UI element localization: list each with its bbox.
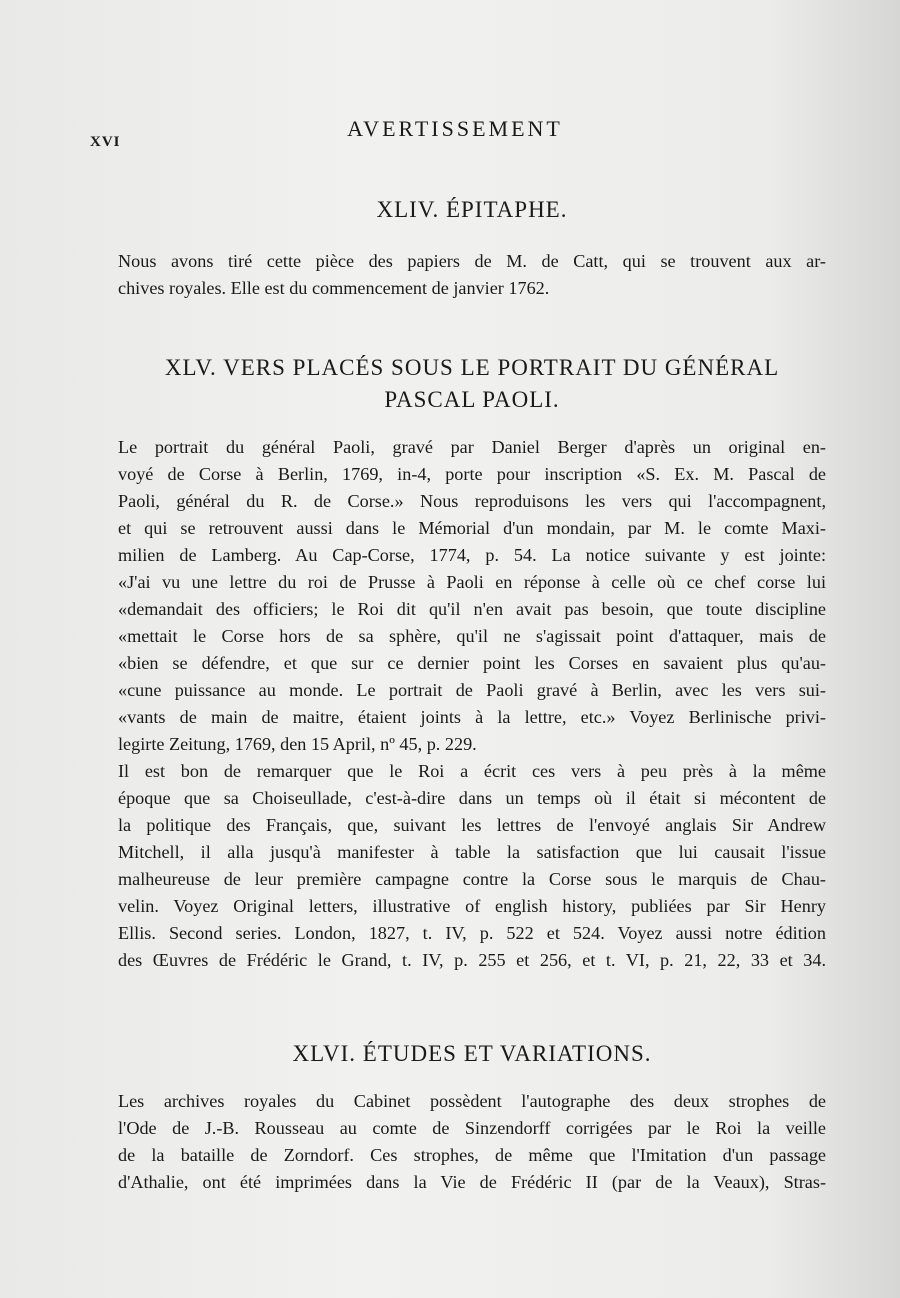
text-line: d'Athalie, ont été imprimées dans la Vie de Frédéric II (par de la Veaux), Stras- (118, 1172, 826, 1192)
section-xliv-text (118, 248, 826, 302)
text-line: Paoli, général du R. de Corse.» Nous reproduisons les vers qui l'accompagnent, (118, 491, 826, 511)
text-line: la politique des Français, que, suivant les lettres de l'envoyé anglais Sir Andrew (118, 815, 826, 835)
section-xlv (118, 352, 826, 416)
section-heading: XLIV. ÉPITAPHE. (376, 197, 568, 222)
section-xliv (118, 194, 826, 226)
text-line: legirte Zeitung, 1769, den 15 April, nº 45, p. 229. (118, 734, 477, 754)
text-line: Le portrait du général Paoli, gravé par Daniel Berger d'après un original en- (118, 437, 826, 457)
text-line: époque que sa Choiseullade, c'est-à-dire dans un temps où il était si mécontent de (118, 788, 826, 808)
paragraph (118, 248, 826, 302)
paragraph (118, 758, 826, 974)
section-xlvi (118, 1038, 826, 1070)
page-header (0, 116, 900, 150)
text-line: «cune puissance au monde. Le portrait de Paoli gravé à Berlin, avec les vers sui- (118, 680, 826, 700)
text-line: Nous avons tiré cette pièce des papiers de M. de Catt, qui se trouvent aux ar- (118, 251, 826, 271)
text-line: malheureuse de leur première campagne contre la Corse sous le marquis de Chau- (118, 869, 826, 889)
text-line: l'Ode de J.-B. Rousseau au comte de Sinzendorff corrigées par le Roi la veille (118, 1118, 826, 1138)
text-line: des Œuvres de Frédéric le Grand, t. IV, p. 255 et 256, et t. VI, p. 21, 22, 33 et 34. (118, 950, 826, 970)
text-line: Ellis. Second series. London, 1827, t. IV, p. 522 et 524. Voyez aussi notre édition (118, 923, 826, 943)
text-line: de la bataille de Zorndorf. Ces strophes, de même que l'Imitation d'un passage (118, 1145, 826, 1165)
section-heading-line-2: PASCAL PAOLI. (384, 387, 560, 412)
text-line: Il est bon de remarquer que le Roi a écrit ces vers à peu près à la même (118, 761, 826, 781)
paragraph (118, 434, 826, 758)
text-line: «demandait des officiers; le Roi dit qu'il n'en avait pas besoin, que toute discipline (118, 599, 826, 619)
text-line: «J'ai vu une lettre du roi de Prusse à Paoli en réponse à celle où ce chef corse lui (118, 572, 826, 592)
section-heading-line-1: XLV. VERS PLACÉS SOUS LE PORTRAIT DU GÉNÉRAL (164, 355, 780, 380)
text-line: Les archives royales du Cabinet possèdent l'autographe des deux strophes de (118, 1091, 826, 1111)
text-line: «bien se défendre, et que sur ce dernier point les Corses en savaient plus qu'au- (118, 653, 826, 673)
text-line: velin. Voyez Original letters, illustrative of english history, publiées par Sir Henry (118, 896, 826, 916)
text-line: voyé de Corse à Berlin, 1769, in-4, porte pour inscription «S. Ex. M. Pascal de (118, 464, 826, 484)
text-line: «vants de main de maitre, étaient joints à la lettre, etc.» Voyez Berlinische privi- (118, 707, 826, 727)
page-number: XVI (90, 134, 121, 150)
section-xlv-text (118, 434, 826, 974)
running-title: AVERTISSEMENT (347, 116, 563, 141)
text-line: «mettait le Corse hors de sa sphère, qu'il ne s'agissait point d'attaquer, mais de (118, 626, 826, 646)
section-heading: XLVI. ÉTUDES ET VARIATIONS. (292, 1041, 652, 1066)
section-xlvi-text (118, 1088, 826, 1196)
text-line: chives royales. Elle est du commencement de janvier 1762. (118, 278, 550, 298)
paragraph (118, 1088, 826, 1196)
text-line: Mitchell, il alla jusqu'à manifester à table la satisfaction que lui causait l'issue (118, 842, 826, 862)
text-line: milien de Lamberg. Au Cap-Corse, 1774, p. 54. La notice suivante y est jointe: (118, 545, 826, 565)
text-line: et qui se retrouvent aussi dans le Mémorial d'un mondain, par M. le comte Maxi- (118, 518, 826, 538)
